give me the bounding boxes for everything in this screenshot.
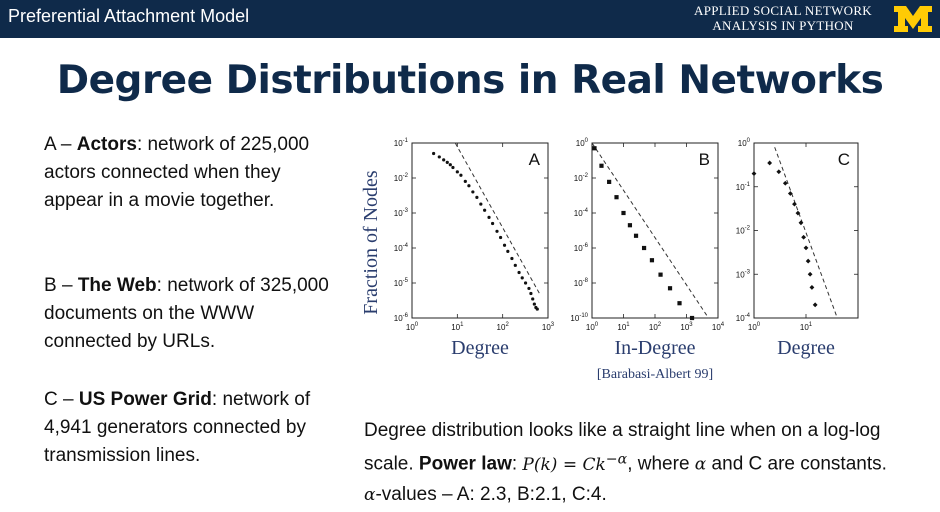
caption-text-3: , where [627,453,695,475]
panel-frame-a [412,143,548,318]
data-point [459,174,462,177]
course-title-line-1: APPLIED SOCIAL NETWORK [694,3,872,18]
data-point [467,184,470,187]
description-a-text: : network of 225,000 actors connected when they appear in a movie together. [44,134,310,211]
caption-alpha-1: α [694,454,707,475]
data-point [491,222,494,225]
y-tick-label: $10^{-1}$ [393,138,408,148]
degree-distribution-charts [355,128,900,390]
caption-text-1: Degree distribution looks like a straight line when on a log-log scale. [364,420,881,475]
data-point [650,258,654,262]
y-tick-label: $10^{-1}$ [735,181,750,192]
y-tick-label: $10^{-4}$ [393,243,408,253]
x-axis-label: Degree [777,337,835,359]
data-point [438,155,441,158]
caption-power-law: Power law [418,453,512,475]
data-point [432,152,435,155]
y-tick-label: $10^0$ [575,138,588,148]
data-point [442,158,445,161]
course-title-line-2: ANALYSIS IN PYTHON [712,18,854,33]
y-tick-label: $10^{-2}$ [393,173,408,183]
data-point [529,292,532,295]
data-point [499,236,502,239]
data-point [471,190,474,193]
description-a-prefix: A – [44,134,77,155]
data-point [658,273,662,277]
y-tick-label: $10^{-2}$ [573,173,588,183]
x-tick-label: $10^0$ [405,322,419,332]
formula-pk: P(k) = Ck [522,454,606,475]
data-point [642,246,646,250]
description-b-prefix: B – [44,275,78,296]
caption-alpha-2: α [364,484,376,505]
description-a-name: Actors [76,134,137,155]
y-tick-label: $10^{-6}$ [573,243,588,253]
data-point [517,271,520,274]
data-point [449,163,452,166]
data-point [487,216,490,219]
x-axis-label: Degree [451,337,509,359]
y-tick-label: $10^{-6}$ [393,313,408,323]
description-a [44,131,344,215]
data-point [510,257,513,260]
formula-exponent: −α [605,451,628,467]
data-point [506,250,509,253]
caption-text-4: and C are constants. [706,453,887,475]
x-tick-label: $10^1$ [617,322,630,332]
y-tick-label: $10^{-3}$ [393,208,408,218]
data-point [607,180,611,184]
data-point [690,316,694,320]
data-point [531,297,534,300]
panel-frame-b [592,143,718,318]
x-tick-label: $10^3$ [541,322,555,332]
section-title: Preferential Attachment Model [8,6,250,26]
y-tick-label: $10^{-2}$ [735,225,750,236]
data-point [533,302,536,305]
citation: [Barabasi-Albert 99] [596,367,714,382]
y-tick-label: $10^{-5}$ [393,278,408,288]
description-b [44,272,344,356]
data-point [634,234,638,238]
description-b-text: : network of 325,000 documents on the WWW connected by URLs. [44,275,329,352]
data-point [599,164,603,168]
description-c-name: US Power Grid [78,389,212,410]
description-c-text: : network of 4,941 generators connected by transmission lines. [44,389,311,466]
y-tick-label: $10^{-10}$ [570,313,588,323]
y-tick-label: $10^{-4}$ [735,313,750,323]
data-point [451,166,454,169]
data-point [614,195,618,199]
description-c [44,386,344,470]
caption-formula [522,451,628,475]
header-bar [0,0,940,38]
data-point [628,223,632,227]
data-point [592,146,596,150]
description-c-prefix: C – [44,389,79,410]
data-point [527,287,530,290]
panel-label-b: B [698,150,710,169]
description-b-name: The Web [77,275,157,296]
panel-frame-c [754,143,858,318]
x-axis-label: In-Degree [614,337,696,359]
x-tick-label: $10^1$ [799,322,813,332]
data-point [521,276,524,279]
data-point [456,170,459,173]
data-point [464,180,467,183]
x-tick-label: $10^2$ [496,322,509,332]
data-point [536,307,539,310]
caption [364,416,904,510]
data-point [475,196,478,199]
data-point [677,301,681,305]
data-point [524,281,527,284]
x-tick-label: $10^3$ [680,322,693,332]
data-point [621,211,625,215]
university-logo-icon [893,5,933,33]
data-point [495,230,498,233]
slide-title: Degree Distributions in Real Networks [56,58,884,103]
data-point [514,264,517,267]
x-tick-label: $10^2$ [648,322,662,332]
caption-text-2: : [511,453,523,475]
x-tick-label: $10^1$ [451,322,464,332]
x-tick-label: $10^0$ [585,322,599,332]
panel-label-c: C [837,150,850,169]
panel-label-a: A [528,150,540,169]
data-point [483,209,486,212]
course-title [683,3,883,33]
data-point [446,161,449,164]
y-tick-label: $10^{-4}$ [573,208,588,218]
x-tick-label: $10^4$ [711,322,725,332]
y-tick-label: $10^0$ [737,138,750,148]
caption-text-5: -values – A: 2.3, B:2.1, C:4. [375,483,607,505]
y-tick-label: $10^{-8}$ [573,278,588,288]
x-tick-label: $10^0$ [747,322,761,332]
data-point [503,244,506,247]
y-tick-label: $10^{-3}$ [735,269,750,280]
data-point [479,202,482,205]
y-axis-label: Fraction of Nodes [360,170,382,315]
data-point [668,286,672,290]
